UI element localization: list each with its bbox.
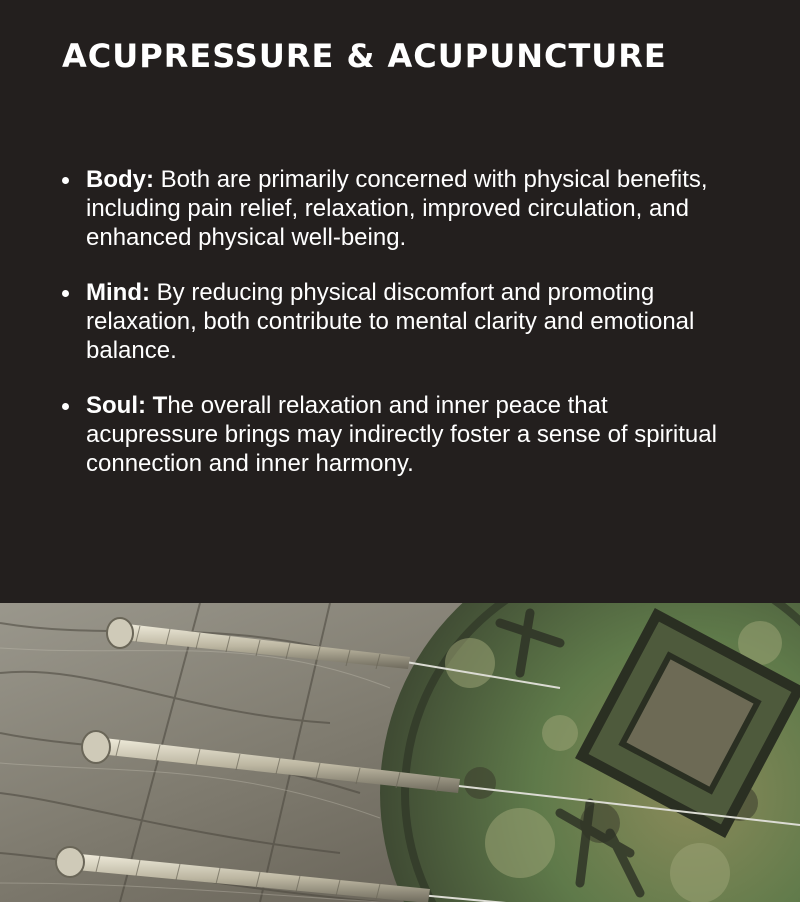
bullet-dot-icon bbox=[62, 403, 69, 410]
bullet-text: he overall relaxation and inner peace that acupressure brings may indirectly foster a sense of spiritual connection and inner harmony. bbox=[86, 392, 717, 477]
bullet-text: Both are primarily concerned with physical benefits, including pain relief, relaxation, improved circulation, and enhanced physical well-being. bbox=[86, 166, 708, 251]
bullet-dot-icon bbox=[62, 177, 69, 184]
bullet-list bbox=[62, 165, 722, 504]
bullet-dot-icon bbox=[62, 290, 69, 297]
acupuncture-photo bbox=[0, 603, 800, 902]
bullet-soul bbox=[62, 391, 722, 478]
bullet-body bbox=[62, 165, 722, 252]
page-title: ACUPRESSURE & ACUPUNCTURE bbox=[62, 37, 667, 75]
bullet-label: Mind: bbox=[86, 279, 150, 306]
ancient-coin bbox=[380, 603, 800, 902]
bullet-text: By reducing physical discomfort and promoting relaxation, both contribute to mental clarity and emotional balance. bbox=[86, 279, 695, 364]
bullet-label: Body: bbox=[86, 166, 154, 193]
bullet-label: Soul: T bbox=[86, 392, 168, 419]
bullet-mind bbox=[62, 278, 722, 365]
